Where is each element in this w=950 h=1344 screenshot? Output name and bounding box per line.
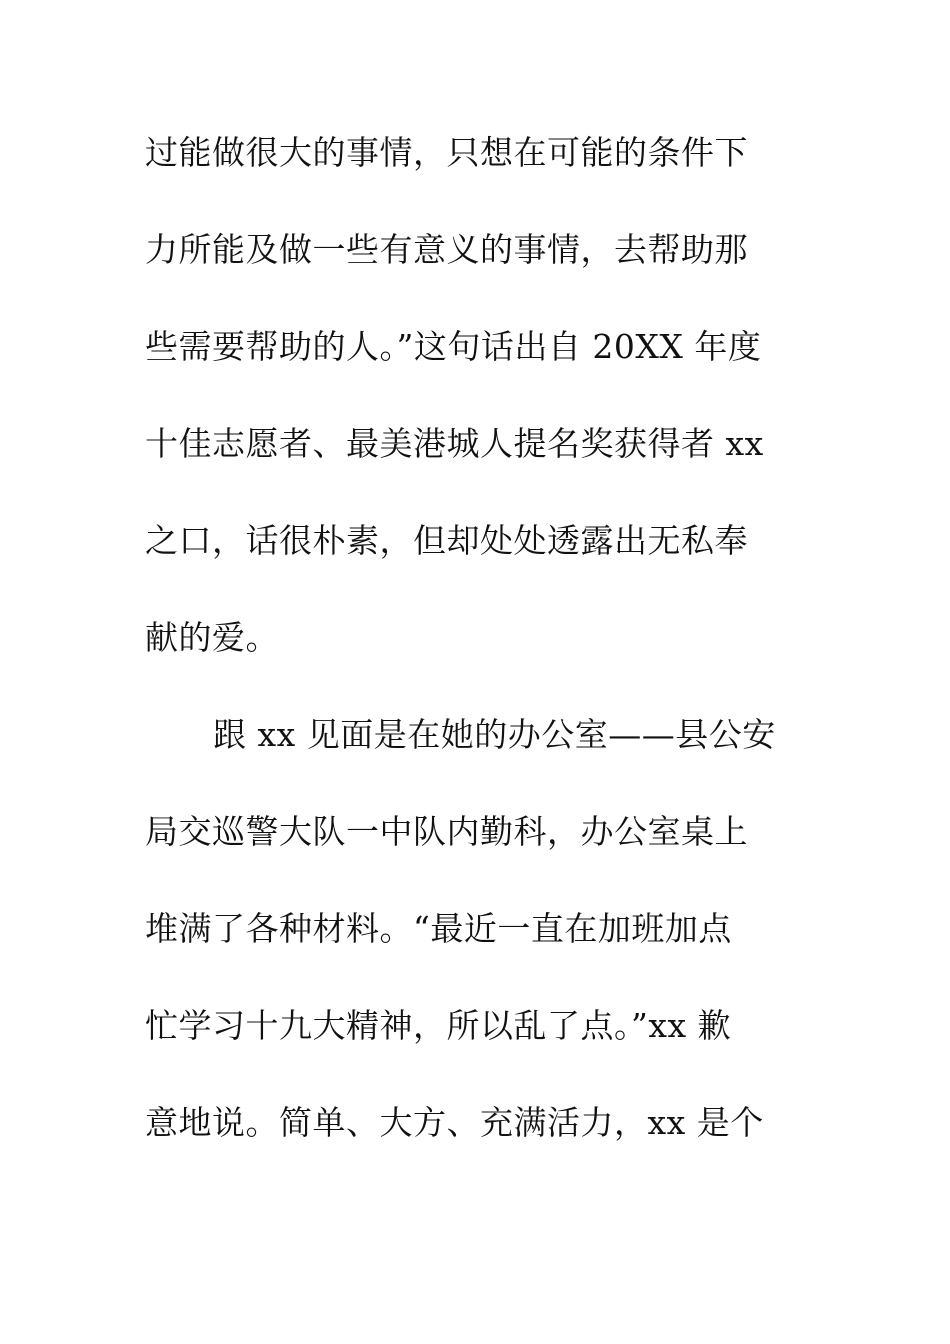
paragraph-2-line-2: 局交巡警大队一中队内勤科，办公室桌上 bbox=[145, 812, 748, 851]
paragraph-1-line-1: 过能做很大的事情，只想在可能的条件下 bbox=[145, 133, 748, 172]
paragraph-1-line-2: 力所能及做一些有意义的事情，去帮助那 bbox=[145, 230, 748, 269]
paragraph-1-line-4: 十佳志愿者、最美港城人提名奖获得者 xx bbox=[145, 424, 764, 463]
paragraph-2-line-1: 跟 xx 见面是在她的办公室——县公安 bbox=[213, 715, 776, 754]
paragraph-2-line-4: 忙学习十九大精神，所以乱了点。”xx 歉 bbox=[145, 1006, 732, 1045]
paragraph-1-line-3: 些需要帮助的人。”这句话出自 20XX 年度 bbox=[145, 327, 762, 366]
paragraph-1-line-6: 献的爱。 bbox=[145, 618, 279, 657]
paragraph-1-line-5: 之口，话很朴素，但却处处透露出无私奉 bbox=[145, 521, 748, 560]
body-text bbox=[145, 122, 805, 1189]
paragraph-2-line-3: 堆满了各种材料。“最近一直在加班加点 bbox=[145, 909, 732, 948]
paragraph-2-line-5: 意地说。简单、大方、充满活力，xx 是个 bbox=[145, 1103, 764, 1142]
